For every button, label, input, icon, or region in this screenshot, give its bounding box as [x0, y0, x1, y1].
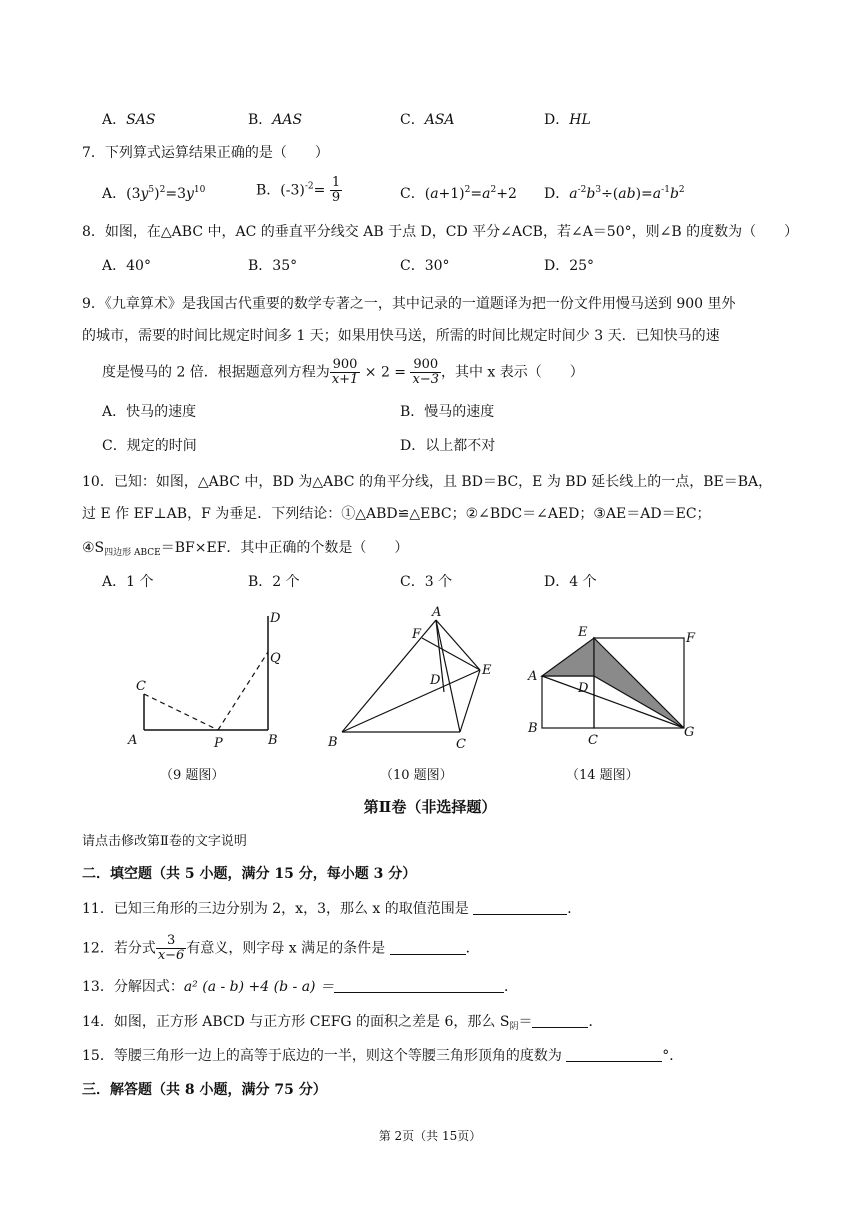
q11: 11．已知三角形的三边分别为 2，x，3，那么 x 的取值范围是 ． — [82, 901, 582, 917]
q8-option-d: D．25° — [544, 258, 595, 274]
figure-14 — [522, 622, 712, 752]
q15-answer-blank[interactable] — [566, 1047, 662, 1062]
q8-option-b: B．35° — [248, 258, 298, 274]
q14: 14．如图，正方形 ABCD 与正方形 CEFG 的面积之差是 6，那么 $S_阴=$ ． — [82, 1014, 603, 1032]
fig10-label-f: F — [412, 627, 422, 642]
section-3-part-title: 三．解答题（共 8 小题，满分 75 分） — [82, 1082, 327, 1098]
fig14-shaded-triangle-1 — [542, 638, 594, 676]
fig10-label-b: B — [328, 735, 338, 750]
fig9-label-b: B — [268, 733, 278, 748]
q9-option-a: A．快马的速度 — [102, 404, 197, 420]
fig10-segment-fe — [422, 638, 480, 670]
q11-answer-blank[interactable] — [473, 900, 567, 915]
fig10-label-d: D — [430, 673, 441, 688]
fig14-label-g: G — [684, 725, 695, 740]
q9-option-d: D．以上都不对 — [400, 438, 496, 454]
fig9-caption: （9 题图） — [160, 768, 225, 783]
q9-option-c: C．规定的时间 — [102, 438, 197, 454]
figure-9 — [118, 604, 298, 754]
q13: 13．分解因式：a² (a - b) +4 (b - a) ＝ ． — [82, 979, 518, 995]
q10-line-1: 10．已知：如图，△ABC 中，BD 为△ABC 的角平分线，且 BD＝BC，E 为 BD 延长线上的一点，BE＝BA， — [82, 474, 773, 490]
fig14-caption: （14 题图） — [566, 768, 639, 783]
q9-line-1: 9．《九章算术》是我国古代重要的数学专著之一，其中记录的一道题译为把一份文件用慢马送到 900 里外 — [82, 296, 736, 312]
fig10-segment-ae — [436, 620, 480, 670]
fig14-label-c: C — [588, 733, 598, 748]
q8-option-a: A．40° — [102, 258, 151, 274]
fig14-label-b: B — [528, 721, 538, 736]
fig10-segment-ab — [342, 620, 436, 732]
q6-option-d: D．HL — [544, 112, 591, 128]
q12-answer-blank[interactable] — [390, 940, 466, 955]
fig14-label-f: F — [686, 631, 696, 646]
q7-option-d: D．$a^{-2}b^3\div(ab)=a^{-1}b^2$ — [544, 185, 685, 202]
q10-line-3: $④S_{四边形 ABCE}=BF\times EF$．其中正确的个数是（ ） — [82, 540, 409, 558]
section-2-part-title: 二．填空题（共 5 小题，满分 15 分，每小题 3 分） — [82, 866, 417, 882]
section-2-note: 请点击修改第Ⅱ卷的文字说明 — [82, 834, 247, 849]
q13-answer-blank[interactable] — [334, 978, 504, 993]
fig14-label-a: A — [528, 669, 538, 684]
fig9-label-a: A — [128, 733, 138, 748]
fig9-label-q: Q — [270, 651, 281, 666]
fig9-segment-pq — [218, 652, 268, 730]
q8-option-c: C．30° — [400, 258, 450, 274]
q14-answer-blank[interactable] — [532, 1013, 588, 1028]
fig9-label-c: C — [136, 679, 146, 694]
fig14-shaded-triangle-2 — [594, 638, 684, 728]
figure-10 — [320, 602, 500, 752]
q9-line-3: 度是慢马的 2 倍．根据题意列方程为 $\frac{900}{x+1}$ × 2 = $\frac{900}{x-3}$ ，其中 x 表示（ ） — [102, 357, 584, 387]
fig10-segment-be — [342, 670, 480, 732]
fig10-caption: （10 题图） — [380, 768, 453, 783]
q10-option-b: B．2 个 — [248, 574, 300, 590]
q12: 12．若分式 $\frac{3}{x-6}$ 有意义，则字母 x 满足的条件是 ． — [82, 933, 480, 963]
fig9-label-p: P — [214, 736, 223, 751]
fig10-segment-ec — [460, 670, 480, 732]
fig9-label-d: D — [270, 611, 281, 626]
fig10-label-a: A — [432, 605, 442, 620]
section-2-title: 第Ⅱ卷（非选择题） — [363, 798, 497, 816]
q9-option-b: B．慢马的速度 — [400, 404, 495, 420]
fig14-label-d: D — [578, 681, 589, 696]
fig10-label-c: C — [456, 737, 466, 752]
fig9-segment-cp — [144, 694, 218, 730]
q7-stem: 7．下列算式运算结果正确的是（ ） — [82, 145, 329, 161]
q7-option-b: B．$(-3)^{-2}=$ $\frac{1}{9}$ — [256, 175, 341, 205]
q15: 15．等腰三角形一边上的高等于底边的一半，则这个等腰三角形顶角的度数为 °． — [82, 1048, 684, 1064]
q7-option-a: A．$(3y^5)^2=3y^{10}$ — [102, 185, 206, 202]
page-footer: 第 2页（共 15页） — [378, 1129, 482, 1143]
q10-line-2: 过 E 作 EF⊥AB，F 为垂足．下列结论：①△ABD≌△EBC；②∠BDC＝∠AED；③AE＝AD＝EC； — [82, 506, 711, 522]
q6-option-a: A．SAS — [102, 112, 156, 128]
q6-option-b: B．AAS — [248, 112, 303, 128]
q10-option-d: D．4 个 — [544, 574, 597, 590]
fig10-label-e: E — [482, 663, 492, 678]
fig14-label-e: E — [578, 625, 588, 640]
q9-line-2: 的城市，需要的时间比规定时间多 1 天；如果用快马送，所需的时间比规定时间少 3 天．已知快马的速 — [82, 328, 720, 344]
q10-option-c: C．3 个 — [400, 574, 453, 590]
q8-stem: 8．如图，在△ABC 中，AC 的垂直平分线交 AB 于点 D，CD 平分∠ACB，若∠A＝50°，则∠B 的度数为（ ） — [82, 224, 799, 240]
q10-option-a: A．1 个 — [102, 574, 154, 590]
q6-option-c: C．ASA — [400, 112, 455, 128]
q7-option-c: C．$(a+1)^2=a^2+2$ — [400, 185, 517, 202]
